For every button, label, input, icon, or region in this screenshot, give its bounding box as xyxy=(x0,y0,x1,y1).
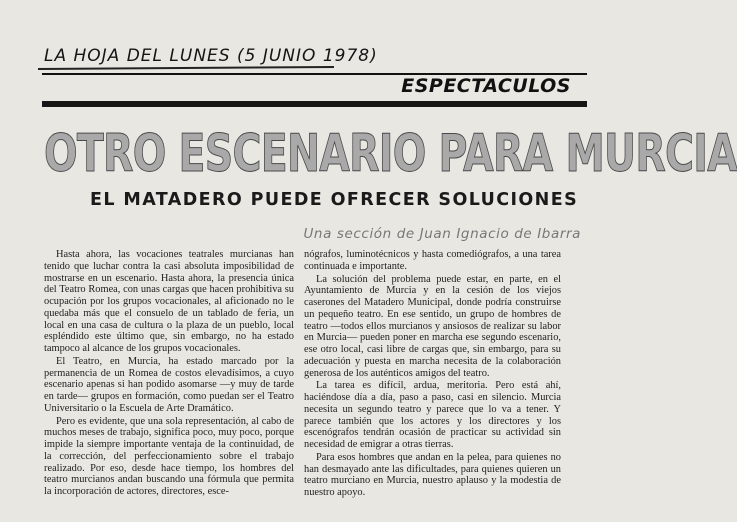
paragraph: La tarea es difícil, ardua, meritoria. Pero está ahí, haciéndose día a día, paso a paso, casi en silencio. Murcia necesita un segundo teatro y parece que lo va a tener. Y parece también que los actores y los directores y los escenógrafos tendrán ocasión de practicar su actividad sin necesidad de emigrar a otras tierras. xyxy=(304,380,561,450)
section-bottom-bar xyxy=(42,101,587,107)
paragraph: El Teatro, en Murcia, ha estado marcado por la permanencia de un Romea de costos elevadísimos, a cuyo escenario apenas si han podido asomarse —y muy de tarde en tarde— grupos en formación, como puedan ser el Teatro Universitario o la Escuela de Arte Dramático. xyxy=(44,355,294,414)
byline: Una sección de Juan Ignacio de Ibarra xyxy=(303,226,581,242)
paragraph: Pero es evidente, que una sola representación, al cabo de muchos meses de trabajo, significa poco, muy poco, porque impide la siempre importante ventaja de la continuidad, de la corrección, del perfeccionamiento sobre el trabajo realizado. Por eso, desde hace tiempo, los hombres del teatro murcianos andan buscando una fórmula que permita la incorporación de actores, directores, esce- xyxy=(44,415,294,497)
headline: OTRO ESCENARIO PARA MURCIA xyxy=(44,124,737,184)
publication-name: LA HOJA DEL LUNES xyxy=(44,46,231,66)
paragraph: La solución del problema puede estar, en parte, en el Ayuntamiento de Murcia y en la cesión de los viejos caserones del Matadero Municipal, donde podría construirse un pequeño teatro. En ese sentido, un grupo de hombres de teatro —todos ellos murcianos y ansiosos de realizar su labor en Murcia— pueden poner en marcha ese segundo escenario, ese otro local, casi libre de cargas que, sin embargo, para su adecuación y puesta en marcha necesita de la colaboración generosa de los auténticos amigos del teatro. xyxy=(304,273,561,379)
subheadline: EL MATADERO PUEDE OFRECER SOLUCIONES xyxy=(90,190,579,210)
masthead-underline xyxy=(38,66,334,70)
paragraph: Hasta ahora, las vocaciones teatrales murcianas han tenido que luchar contra la casi absoluta imposibilidad de mostrarse en un escenario. Hasta ahora, la presencia única del Teatro Romea, con unas cargas que hacen prohibitiva su ocupación por los grupos vocacionales, al aficionado no le quedaba más que el consuelo de un tablado de feria, un local en una casa de cultura o la plaza de un pueblo, local espléndido este último que, sin embargo, no ha estado tampoco al alcance de los grupos vocacionales. xyxy=(44,249,294,354)
body-column-right xyxy=(304,249,561,499)
section-label: ESPECTACULOS xyxy=(401,75,571,97)
paragraph-continued: nógrafos, luminotécnicos y hasta comediógrafos, a una tarea continuada e importante. xyxy=(304,249,561,272)
publication-date: (5 JUNIO 1978) xyxy=(237,46,378,66)
paragraph: Para esos hombres que andan en la pelea, para quienes no han desmayado ante las dificultades, para quienes quieren un teatro murciano en Murcia, nuestro aplauso y la modestia de nuestro apoyo. xyxy=(304,451,561,498)
masthead xyxy=(44,46,378,66)
body-column-left xyxy=(44,249,294,498)
